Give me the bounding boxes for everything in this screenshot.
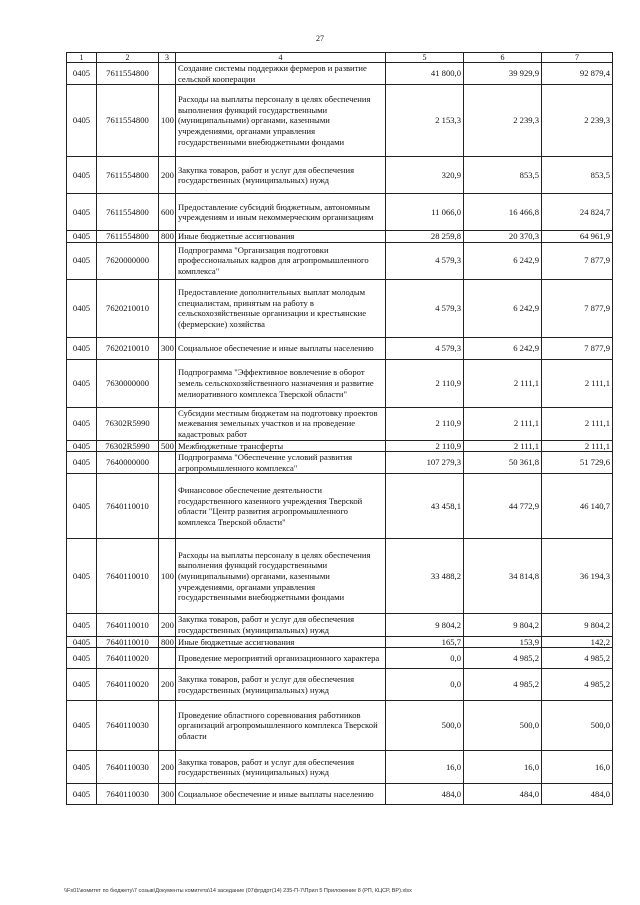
table-row bbox=[67, 407, 613, 440]
expense-name-cell: Закупка товаров, работ и услуг для обеспечения государственных (муниципальных) нужд bbox=[176, 614, 386, 636]
value-col-6-cell: 2 111,1 bbox=[464, 359, 542, 407]
table-row bbox=[67, 648, 613, 669]
section-code-cell: 0405 bbox=[67, 231, 97, 243]
expense-name-cell: Социальное обеспечение и иные выплаты населению bbox=[176, 337, 386, 359]
section-code-cell: 0405 bbox=[67, 440, 97, 452]
table-row bbox=[67, 440, 613, 452]
value-col-6-cell: 16 466,8 bbox=[464, 194, 542, 231]
value-col-5-cell: 165,7 bbox=[386, 636, 464, 648]
value-col-7-cell: 142,2 bbox=[542, 636, 613, 648]
target-article-code-cell: 76302R5990 bbox=[97, 440, 159, 452]
section-code-cell: 0405 bbox=[67, 242, 97, 279]
table-row bbox=[67, 751, 613, 784]
expense-name-cell: Иные бюджетные ассигнования bbox=[176, 636, 386, 648]
value-col-5-cell: 2 153,3 bbox=[386, 85, 464, 157]
target-article-code-cell: 7611554800 bbox=[97, 194, 159, 231]
target-article-code-cell: 7640110030 bbox=[97, 751, 159, 784]
section-code-cell: 0405 bbox=[67, 63, 97, 85]
value-col-7-cell: 2 239,3 bbox=[542, 85, 613, 157]
value-col-5-cell: 28 259,8 bbox=[386, 231, 464, 243]
section-code-cell: 0405 bbox=[67, 407, 97, 440]
expense-type-code-cell: 200 bbox=[159, 751, 176, 784]
section-code-cell: 0405 bbox=[67, 85, 97, 157]
table-row bbox=[67, 194, 613, 231]
value-col-6-cell: 20 370,3 bbox=[464, 231, 542, 243]
target-article-code-cell: 7640110030 bbox=[97, 701, 159, 751]
table-row bbox=[67, 85, 613, 157]
expense-type-code-cell: 200 bbox=[159, 669, 176, 701]
expense-type-code-cell: 200 bbox=[159, 157, 176, 194]
value-col-5-cell: 43 458,1 bbox=[386, 474, 464, 539]
expense-name-cell: Закупка товаров, работ и услуг для обеспечения государственных (муниципальных) нужд bbox=[176, 669, 386, 701]
value-col-5-cell: 2 110,9 bbox=[386, 440, 464, 452]
section-code-cell: 0405 bbox=[67, 452, 97, 474]
expense-type-code-cell: 300 bbox=[159, 784, 176, 805]
value-col-7-cell: 500,0 bbox=[542, 701, 613, 751]
target-article-code-cell: 7620210010 bbox=[97, 337, 159, 359]
value-col-7-cell: 484,0 bbox=[542, 784, 613, 805]
expense-name-cell: Проведение областного соревнования работников организаций агропромышленного комплекса Тверской области bbox=[176, 701, 386, 751]
col-header-7: 7 bbox=[542, 53, 613, 63]
section-code-cell: 0405 bbox=[67, 474, 97, 539]
expense-type-code-cell bbox=[159, 359, 176, 407]
section-code-cell: 0405 bbox=[67, 648, 97, 669]
value-col-7-cell: 24 824,7 bbox=[542, 194, 613, 231]
value-col-6-cell: 50 361,8 bbox=[464, 452, 542, 474]
table-row bbox=[67, 231, 613, 243]
value-col-7-cell: 9 804,2 bbox=[542, 614, 613, 636]
value-col-5-cell: 500,0 bbox=[386, 701, 464, 751]
value-col-5-cell: 0,0 bbox=[386, 669, 464, 701]
section-code-cell: 0405 bbox=[67, 539, 97, 614]
value-col-7-cell: 2 111,1 bbox=[542, 407, 613, 440]
section-code-cell: 0405 bbox=[67, 669, 97, 701]
table-row bbox=[67, 614, 613, 636]
value-col-5-cell: 4 579,3 bbox=[386, 279, 464, 337]
expense-type-code-cell: 100 bbox=[159, 539, 176, 614]
target-article-code-cell: 7640000000 bbox=[97, 452, 159, 474]
value-col-5-cell: 484,0 bbox=[386, 784, 464, 805]
target-article-code-cell: 7611554800 bbox=[97, 157, 159, 194]
section-code-cell: 0405 bbox=[67, 751, 97, 784]
value-col-7-cell: 46 140,7 bbox=[542, 474, 613, 539]
section-code-cell: 0405 bbox=[67, 194, 97, 231]
value-col-7-cell: 853,5 bbox=[542, 157, 613, 194]
target-article-code-cell: 7620210010 bbox=[97, 279, 159, 337]
value-col-6-cell: 44 772,9 bbox=[464, 474, 542, 539]
col-header-6: 6 bbox=[464, 53, 542, 63]
target-article-code-cell: 7640110010 bbox=[97, 539, 159, 614]
expense-type-code-cell bbox=[159, 279, 176, 337]
expense-name-cell: Расходы на выплаты персоналу в целях обеспечения выполнения функций государственными (муниципальными) органами, казенными учреждениями, органами управления государственными внебюджетными фондами bbox=[176, 539, 386, 614]
table-row bbox=[67, 359, 613, 407]
expense-type-code-cell: 300 bbox=[159, 337, 176, 359]
target-article-code-cell: 7611554800 bbox=[97, 63, 159, 85]
value-col-6-cell: 2 111,1 bbox=[464, 407, 542, 440]
expense-type-code-cell: 800 bbox=[159, 231, 176, 243]
value-col-5-cell: 4 579,3 bbox=[386, 337, 464, 359]
target-article-code-cell: 7611554800 bbox=[97, 231, 159, 243]
col-header-5: 5 bbox=[386, 53, 464, 63]
value-col-7-cell: 7 877,9 bbox=[542, 242, 613, 279]
value-col-6-cell: 6 242,9 bbox=[464, 337, 542, 359]
value-col-6-cell: 853,5 bbox=[464, 157, 542, 194]
value-col-5-cell: 107 279,3 bbox=[386, 452, 464, 474]
target-article-code-cell: 7640110020 bbox=[97, 669, 159, 701]
expense-type-code-cell bbox=[159, 63, 176, 85]
value-col-5-cell: 2 110,9 bbox=[386, 359, 464, 407]
value-col-6-cell: 34 814,8 bbox=[464, 539, 542, 614]
expense-name-cell: Проведение мероприятий организационного характера bbox=[176, 648, 386, 669]
section-code-cell: 0405 bbox=[67, 157, 97, 194]
file-path-footer: \\Fs01\комитет по бюджету\7 созыв\Документы комитета\14 заседание (07фгрдрт(14) 235-П-7\Прил 5 Приложение 8 (РП, КЦСР, ВР).xlsx bbox=[64, 888, 412, 894]
value-col-7-cell: 2 111,1 bbox=[542, 440, 613, 452]
budget-table bbox=[66, 52, 613, 805]
value-col-5-cell: 11 066,0 bbox=[386, 194, 464, 231]
section-code-cell: 0405 bbox=[67, 279, 97, 337]
value-col-6-cell: 9 804,2 bbox=[464, 614, 542, 636]
value-col-5-cell: 2 110,9 bbox=[386, 407, 464, 440]
expense-type-code-cell bbox=[159, 242, 176, 279]
section-code-cell: 0405 bbox=[67, 701, 97, 751]
value-col-7-cell: 4 985,2 bbox=[542, 648, 613, 669]
table-row bbox=[67, 337, 613, 359]
expense-name-cell: Расходы на выплаты персоналу в целях обеспечения выполнения функций государственными (муниципальными) органами, казенными учреждениями, органами управления государственными внебюджетными фондами bbox=[176, 85, 386, 157]
value-col-7-cell: 36 194,3 bbox=[542, 539, 613, 614]
header-row bbox=[67, 53, 613, 63]
section-code-cell: 0405 bbox=[67, 337, 97, 359]
expense-name-cell: Создание системы поддержки фермеров и развитие сельской кооперации bbox=[176, 63, 386, 85]
target-article-code-cell: 7630000000 bbox=[97, 359, 159, 407]
value-col-6-cell: 6 242,9 bbox=[464, 242, 542, 279]
expense-name-cell: Подпрограмма "Обеспечение условий развития агропромышленного комплекса" bbox=[176, 452, 386, 474]
col-header-1: 1 bbox=[67, 53, 97, 63]
value-col-7-cell: 7 877,9 bbox=[542, 337, 613, 359]
expense-type-code-cell: 200 bbox=[159, 614, 176, 636]
table-row bbox=[67, 636, 613, 648]
value-col-6-cell: 4 985,2 bbox=[464, 669, 542, 701]
value-col-5-cell: 33 488,2 bbox=[386, 539, 464, 614]
expense-name-cell: Социальное обеспечение и иные выплаты населению bbox=[176, 784, 386, 805]
target-article-code-cell: 7640110010 bbox=[97, 474, 159, 539]
value-col-6-cell: 16,0 bbox=[464, 751, 542, 784]
value-col-7-cell: 2 111,1 bbox=[542, 359, 613, 407]
value-col-6-cell: 500,0 bbox=[464, 701, 542, 751]
value-col-5-cell: 0,0 bbox=[386, 648, 464, 669]
section-code-cell: 0405 bbox=[67, 359, 97, 407]
value-col-7-cell: 51 729,6 bbox=[542, 452, 613, 474]
expense-type-code-cell: 800 bbox=[159, 636, 176, 648]
value-col-6-cell: 2 111,1 bbox=[464, 440, 542, 452]
target-article-code-cell: 76302R5990 bbox=[97, 407, 159, 440]
target-article-code-cell: 7620000000 bbox=[97, 242, 159, 279]
expense-name-cell: Предоставление субсидий бюджетным, автономным учреждениям и иным некоммерческим организациям bbox=[176, 194, 386, 231]
section-code-cell: 0405 bbox=[67, 784, 97, 805]
expense-name-cell: Субсидии местным бюджетам на подготовку проектов межевания земельных участков и на проведение кадастровых работ bbox=[176, 407, 386, 440]
value-col-7-cell: 92 879,4 bbox=[542, 63, 613, 85]
value-col-6-cell: 4 985,2 bbox=[464, 648, 542, 669]
value-col-6-cell: 153,9 bbox=[464, 636, 542, 648]
target-article-code-cell: 7640110030 bbox=[97, 784, 159, 805]
target-article-code-cell: 7640110010 bbox=[97, 636, 159, 648]
expense-name-cell: Предоставление дополнительных выплат молодым специалистам, принятым на работу в сельскохозяйственные организации и крестьянские (фермерские) хозяйства bbox=[176, 279, 386, 337]
table-row bbox=[67, 539, 613, 614]
value-col-7-cell: 7 877,9 bbox=[542, 279, 613, 337]
value-col-7-cell: 16,0 bbox=[542, 751, 613, 784]
expense-type-code-cell bbox=[159, 474, 176, 539]
value-col-6-cell: 6 242,9 bbox=[464, 279, 542, 337]
table-row bbox=[67, 474, 613, 539]
expense-name-cell: Подпрограмма "Эффективное вовлечение в оборот земель сельскохозяйственного назначения и развитие мелиоративного комплекса Тверской области" bbox=[176, 359, 386, 407]
expense-type-code-cell bbox=[159, 648, 176, 669]
col-header-3: 3 bbox=[159, 53, 176, 63]
expense-name-cell: Подпрограмма "Организация подготовки профессиональных кадров для агропромышленного комплекса" bbox=[176, 242, 386, 279]
value-col-7-cell: 4 985,2 bbox=[542, 669, 613, 701]
expense-name-cell: Закупка товаров, работ и услуг для обеспечения государственных (муниципальных) нужд bbox=[176, 751, 386, 784]
table-row bbox=[67, 157, 613, 194]
value-col-6-cell: 2 239,3 bbox=[464, 85, 542, 157]
value-col-7-cell: 64 961,9 bbox=[542, 231, 613, 243]
target-article-code-cell: 7640110010 bbox=[97, 614, 159, 636]
table-row bbox=[67, 784, 613, 805]
expense-type-code-cell bbox=[159, 407, 176, 440]
value-col-5-cell: 16,0 bbox=[386, 751, 464, 784]
value-col-5-cell: 320,9 bbox=[386, 157, 464, 194]
expense-name-cell: Иные бюджетные ассигнования bbox=[176, 231, 386, 243]
target-article-code-cell: 7611554800 bbox=[97, 85, 159, 157]
table-row bbox=[67, 669, 613, 701]
expense-name-cell: Межбюджетные трансферты bbox=[176, 440, 386, 452]
value-col-5-cell: 9 804,2 bbox=[386, 614, 464, 636]
expense-type-code-cell: 500 bbox=[159, 440, 176, 452]
expense-name-cell: Финансовое обеспечение деятельности государственного казенного учреждения Тверской области "Центр развития агропромышленного комплекса Тверской области" bbox=[176, 474, 386, 539]
table-row bbox=[67, 63, 613, 85]
table-row bbox=[67, 279, 613, 337]
expense-type-code-cell bbox=[159, 452, 176, 474]
value-col-5-cell: 4 579,3 bbox=[386, 242, 464, 279]
table-row bbox=[67, 452, 613, 474]
page-number: 27 bbox=[316, 34, 324, 43]
table-row bbox=[67, 242, 613, 279]
section-code-cell: 0405 bbox=[67, 636, 97, 648]
expense-name-cell: Закупка товаров, работ и услуг для обеспечения государственных (муниципальных) нужд bbox=[176, 157, 386, 194]
expense-type-code-cell bbox=[159, 701, 176, 751]
col-header-2: 2 bbox=[97, 53, 159, 63]
value-col-6-cell: 39 929,9 bbox=[464, 63, 542, 85]
table-row bbox=[67, 701, 613, 751]
value-col-6-cell: 484,0 bbox=[464, 784, 542, 805]
col-header-4: 4 bbox=[176, 53, 386, 63]
section-code-cell: 0405 bbox=[67, 614, 97, 636]
value-col-5-cell: 41 800,0 bbox=[386, 63, 464, 85]
expense-type-code-cell: 100 bbox=[159, 85, 176, 157]
target-article-code-cell: 7640110020 bbox=[97, 648, 159, 669]
expense-type-code-cell: 600 bbox=[159, 194, 176, 231]
